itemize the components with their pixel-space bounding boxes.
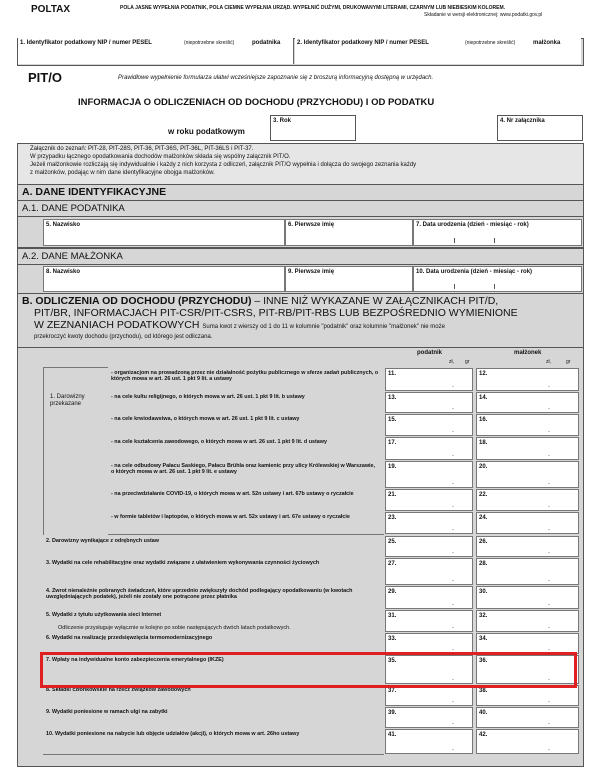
field-number: 30. (479, 589, 488, 595)
field-number: 36. (479, 658, 488, 664)
row-description: - na przeciwdziałanie COVID-19, o których mowa w art. 52n ustawy i art. 67b ustawy o ryczałcie (111, 491, 354, 497)
amount-field-taxpayer[interactable] (385, 610, 473, 632)
decimal-separator: . (548, 745, 550, 752)
spouse-cents: gr (566, 359, 571, 365)
column-header-taxpayer (385, 348, 473, 366)
section-a2-header (17, 248, 584, 265)
brand: POLTAX (31, 4, 71, 15)
efiling-note: Składanie w wersji elektronicznej: www.podatki.gov.pl (424, 12, 543, 18)
decimal-separator: . (452, 479, 454, 486)
amount-field-spouse[interactable] (476, 489, 579, 511)
amount-field-spouse[interactable] (476, 610, 579, 632)
field-number: 42. (479, 732, 488, 738)
taxpayer-column-label: podatnik (417, 350, 442, 356)
table-row (43, 557, 384, 586)
column-header-spouse (476, 348, 579, 366)
amount-field-taxpayer[interactable] (385, 558, 473, 585)
amount-field-taxpayer[interactable] (385, 512, 473, 534)
taxpayer-currency: zł, (449, 359, 454, 365)
decimal-separator: . (452, 697, 454, 704)
decimal-separator: . (548, 675, 550, 682)
field-number: 23. (388, 515, 397, 521)
spouse-surname-label: 8. Nazwisko (46, 269, 81, 275)
form-advice: Prawidłowe wypełnienie formularza ułatwi wcześniejsze zapoznanie się z broszurą informacyjną dostępną w urzędach. (118, 75, 434, 81)
amount-field-taxpayer[interactable] (385, 685, 473, 706)
amount-field-spouse[interactable] (476, 414, 579, 436)
amount-field-spouse[interactable] (476, 512, 579, 534)
decimal-separator: . (452, 502, 454, 509)
decimal-separator: . (548, 600, 550, 607)
year-field-label: 3. Rok (273, 118, 292, 124)
field-number: 14. (479, 395, 488, 401)
section-b-title-line2: PIT/BR, INFORMACJACH PIT-CSR/PIT-CSRS, PIT-RB/PIT-RBS LUB BEZPOŚREDNIO WYMIENIONE (34, 307, 518, 319)
table-row (43, 706, 384, 729)
field-number: 31. (388, 613, 397, 619)
amount-field-spouse[interactable] (476, 558, 579, 585)
amount-field-taxpayer[interactable] (385, 729, 473, 754)
section-a1-title: A.1. DANE PODATNIKA (22, 203, 125, 214)
table-row (108, 488, 384, 512)
surname-field[interactable] (43, 219, 285, 246)
highlight-ikze (40, 652, 577, 688)
row-description: - organizacjom na prowadzoną przez nie działalność pożytku publicznego w sferze zadań publicznych, o których mowa w art. 26 ust. 1 pkt 9 lit. a ustawy (111, 370, 379, 383)
amount-field-taxpayer[interactable] (385, 633, 473, 654)
attachment-info (17, 143, 584, 185)
surname-label: 5. Nazwisko (46, 222, 81, 228)
row-description: 6. Wydatki na realizację przedsięwzięcia termomodernizacyjnego (46, 635, 213, 641)
fill-instruction: POLA JASNE WYPEŁNIA PODATNIK, POLA CIEMNE WYPEŁNIA URZĄD. WYPEŁNIĆ DUŻYMI, DRUKOWANYMI LITERAMI, CZARNYM LUB NIEBIESKIM KOLOREM. (120, 5, 505, 11)
row-description: - na cele kształcenia zawodowego, o których mowa w art. 26 ust. 1 pkt 9 lit. d ustawy (111, 439, 327, 445)
attachment-number-field[interactable] (497, 115, 583, 141)
field-number: 16. (479, 417, 488, 423)
decimal-separator: . (548, 525, 550, 532)
birth-date-field[interactable] (413, 219, 582, 246)
field-number: 27. (388, 561, 397, 567)
spouse-currency: zł, (546, 359, 551, 365)
decimal-separator: . (452, 675, 454, 682)
attachment-line-2: W przypadku łącznego opodatkowania dochodów małżonków składa się wspólny załącznik PIT/O. (30, 154, 291, 160)
decimal-separator: . (548, 697, 550, 704)
birth-date-label: 7. Data urodzenia (dzień - miesiąc - rok) (416, 222, 529, 228)
nip-spouse-note: (niepotrzebne skreślić) (465, 40, 516, 46)
table-row (108, 460, 384, 489)
donations-group (43, 367, 109, 536)
amount-field-spouse[interactable] (476, 437, 579, 460)
decimal-separator: . (452, 525, 454, 532)
field-number: 39. (388, 710, 397, 716)
decimal-separator: . (452, 548, 454, 555)
field-number: 22. (479, 492, 488, 498)
attachment-line-4: z małżonków, podając w nim dane identyfikacyjne obojga małżonków. (30, 170, 215, 176)
section-b-title-line3-text: W ZEZNANIACH PODATKOWYCH (34, 319, 200, 331)
section-b-title-line3 (34, 319, 445, 331)
amount-field-spouse[interactable] (476, 392, 579, 413)
row-description: 7. Wpłaty na indywidualne konto zabezpieczenia emerytalnego (IKZE) (46, 657, 224, 663)
decimal-separator: . (452, 382, 454, 389)
decimal-separator: . (548, 451, 550, 458)
amount-field-taxpayer[interactable] (385, 489, 473, 511)
amount-field-spouse[interactable] (476, 586, 579, 609)
nip-spouse-label: 2. Identyfikator podatkowy NIP / numer PESEL (297, 40, 429, 46)
table-row (108, 391, 384, 414)
field-number: 33. (388, 636, 397, 642)
section-b-header (17, 293, 584, 349)
field-number: 11. (388, 371, 397, 377)
field-number: 21. (388, 492, 397, 498)
amount-field-spouse[interactable] (476, 536, 579, 557)
section-b-title-rest: – INNE NIŻ WYKAZANE W ZAŁĄCZNIKACH PIT/D, (251, 295, 499, 307)
donations-label: 1. Darowizny przekazane (50, 394, 85, 407)
section-a-title: A. DANE IDENTYFIKACYJNE (22, 186, 167, 198)
field-number: 35. (388, 658, 397, 664)
decimal-separator: . (548, 645, 550, 652)
spouse-column-label: małżonek (514, 350, 542, 356)
taxpayer-cents: gr (465, 359, 470, 365)
decimal-separator: . (452, 745, 454, 752)
nip-taxpayer-label: 1. Identyfikator podatkowy NIP / numer PESEL (20, 40, 152, 46)
row-description: 4. Zwrot nienależnie pobranych świadczeń, które uprzednio zwiększyły dochód podlegający opodatkowaniu (w kwotach uwzględniających podatek), jeżeli nie zostały one potrącone przez płatnika (46, 588, 353, 601)
amount-field-taxpayer[interactable] (385, 461, 473, 488)
spouse-surname-field[interactable] (43, 266, 285, 292)
section-b-title: B. ODLICZENIA OD DOCHODU (PRZYCHODU) (22, 295, 252, 307)
attachment-number-label: 4. Nr załącznika (500, 118, 545, 124)
amount-field-spouse[interactable] (476, 729, 579, 754)
nip-field-spouse[interactable] (295, 38, 581, 64)
amount-field-spouse[interactable] (476, 461, 579, 488)
row-description: - na cele krwiodawstwa, o których mowa w art. 26 ust. 1 pkt 9 lit. c ustawy (111, 416, 300, 422)
amount-field-spouse[interactable] (476, 368, 579, 391)
field-number: 18. (479, 440, 488, 446)
nip-taxpayer-note: (niepotrzebne skreślić) (184, 40, 235, 46)
decimal-separator: . (452, 645, 454, 652)
row-description: 9. Wydatki poniesione w ramach ulgi na zabytki (46, 709, 168, 715)
section-a-header (17, 184, 584, 201)
form-code: PIT/O (28, 70, 62, 85)
field-number: 28. (479, 561, 488, 567)
amount-field-taxpayer[interactable] (385, 437, 473, 460)
decimal-separator: . (548, 719, 550, 726)
table-row (43, 728, 384, 755)
field-number: 20. (479, 464, 488, 470)
section-b-note2: przekroczyć kwoty dochodu (przychodu), od którego jest odliczana. (34, 334, 213, 340)
field-number: 25. (388, 539, 397, 545)
amount-field-taxpayer[interactable] (385, 536, 473, 557)
decimal-separator: . (548, 382, 550, 389)
decimal-separator: . (548, 576, 550, 583)
decimal-separator: . (452, 719, 454, 726)
row-description: 10. Wydatki poniesione na nabycie lub objęcie udziałów (akcji), o których mowa w art. 26ho ustawy (46, 731, 300, 737)
table-row (108, 511, 384, 535)
row-description: - na cele odbudowy Pałacu Saskiego, Pałacu Brühla oraz kamienic przy ulicy Królewskiej w Warszawie, o których mowa w art. 26 ust. 1 pkt 9 lit. e ustawy (111, 463, 376, 476)
amount-field-spouse[interactable] (476, 633, 579, 654)
year-label: w roku podatkowym (168, 127, 245, 136)
table-row (108, 367, 384, 392)
field-number: 37. (388, 688, 397, 694)
section-b-note: Suma kwot z wierszy od 1 do 11 w kolumnie "podatnik" oraz kolumnie "małżonek" nie może (202, 324, 445, 330)
table-row (108, 436, 384, 461)
section-b-title-line1 (22, 295, 498, 307)
field-number: 40. (479, 710, 488, 716)
section-a1-header (17, 200, 584, 217)
decimal-separator: . (452, 576, 454, 583)
row-description: 3. Wydatki na cele rehabilitacyjne oraz wydatki związane z ułatwieniem wykonywania czynności życiowych (46, 560, 320, 566)
decimal-separator: . (548, 548, 550, 555)
amount-field-spouse[interactable] (476, 707, 579, 728)
field-number: 41. (388, 732, 397, 738)
form-title: INFORMACJA O ODLICZENIACH OD DOCHODU (PRZYCHODU) I OD PODATKU (78, 97, 435, 108)
row-description: - na cele kultu religijnego, o których mowa w art. 26 ust. 1 pkt 9 lit. b ustawy (111, 394, 305, 400)
table-row (108, 413, 384, 437)
spouse-first-name-field[interactable] (285, 266, 413, 292)
field-number: 12. (479, 371, 488, 377)
field-number: 24. (479, 515, 488, 521)
field-number: 17. (388, 440, 397, 446)
amount-field-taxpayer[interactable] (385, 392, 473, 413)
field-number: 32. (479, 613, 488, 619)
first-name-label: 6. Pierwsze imię (288, 222, 335, 228)
decimal-separator: . (452, 600, 454, 607)
spouse-first-name-label: 9. Pierwsze imię (288, 269, 335, 275)
nip-spouse-suffix: małżonka (533, 40, 561, 46)
row-description: 5. Wydatki z tytułu użytkowania sieci Internet (46, 612, 162, 618)
amount-field-taxpayer[interactable] (385, 707, 473, 728)
year-field[interactable] (270, 115, 356, 141)
field-number: 38. (479, 688, 488, 694)
decimal-separator: . (548, 404, 550, 411)
row-description: - w formie tabletów i laptopów, o których mowa w art. 52x ustawy i art. 67e ustawy o ryczałcie (111, 514, 350, 520)
field-number: 29. (388, 589, 397, 595)
first-name-field[interactable] (285, 219, 413, 246)
row-description: 8. Składki członkowskie na rzecz związków zawodowych (46, 687, 191, 693)
field-number: 13. (388, 395, 397, 401)
decimal-separator: . (548, 623, 550, 630)
decimal-separator: . (452, 427, 454, 434)
spouse-birth-date-label: 10. Data urodzenia (dzień - miesiąc - rok) (416, 269, 533, 275)
decimal-separator: . (452, 451, 454, 458)
amount-field-taxpayer[interactable] (385, 414, 473, 436)
attachment-line-3: Jeżeli małżonkowie rozliczają się indywidualnie i każdy z nich korzysta z odliczeń, załącznik PIT/O wypełnia i dołącza do swojego zeznania każdy (30, 162, 417, 168)
spouse-birth-date-field[interactable] (413, 266, 582, 292)
table-row (43, 535, 384, 558)
decimal-separator: . (548, 479, 550, 486)
section-a2-title: A.2. DANE MAŁŻONKA (22, 251, 123, 262)
table-row (43, 585, 384, 610)
amount-field-taxpayer[interactable] (385, 586, 473, 609)
decimal-separator: . (548, 427, 550, 434)
internet-note: Odliczenie przysługuje wyłącznie w kolejno po sobie następujących dwóch latach podatkowych. (58, 625, 291, 631)
nip-taxpayer-suffix: podatnika (252, 40, 281, 46)
amount-field-taxpayer[interactable] (385, 368, 473, 391)
field-number: 19. (388, 464, 397, 470)
row-description: 2. Darowizny wynikające z odrębnych ustaw (46, 538, 159, 544)
amount-field-spouse[interactable] (476, 685, 579, 706)
nip-field-taxpayer[interactable] (18, 38, 294, 64)
field-number: 26. (479, 539, 488, 545)
field-number: 34. (479, 636, 488, 642)
attachment-line-1: Załącznik do zeznań: PIT-28, PIT-28S, PIT-36, PIT-36S, PIT-36L, PIT-36LS i PIT-37. (30, 146, 254, 152)
decimal-separator: . (452, 623, 454, 630)
decimal-separator: . (548, 502, 550, 509)
field-number: 15. (388, 417, 397, 423)
decimal-separator: . (452, 404, 454, 411)
